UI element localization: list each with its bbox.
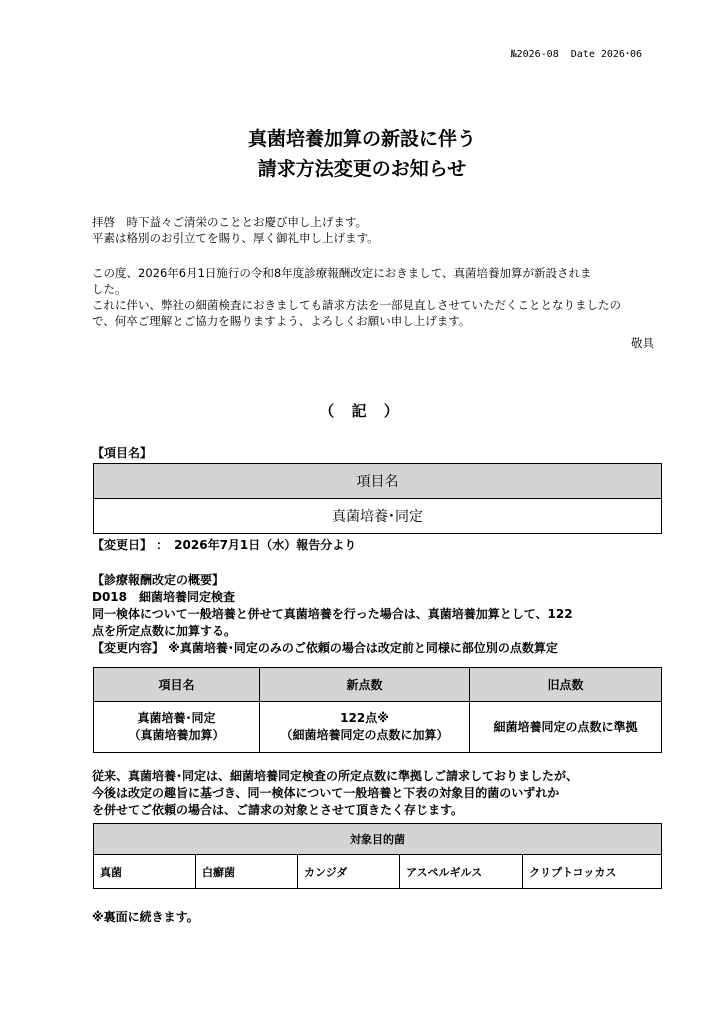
greeting-line-1: 拝啓 時下益々ご清栄のこととお慶び申し上げます。	[92, 215, 368, 229]
explanation-paragraph	[92, 768, 672, 819]
target-organism-cell: アスペルギルス	[400, 855, 523, 889]
explanation-line-1: 従来、真菌培養･同定は、細菌培養同定検査の所定点数に準拠しご請求しておりましたが、	[92, 769, 579, 783]
points-item-line-1: 真菌培養･同定	[137, 711, 216, 725]
body-line-2: した。	[92, 282, 127, 296]
target-organism-table	[93, 823, 662, 889]
revision-summary	[92, 572, 672, 657]
title-line-1: 真菌培養加算の新設に伴う	[247, 128, 476, 150]
points-new-line-2: （細菌培養同定の点数に加算）	[280, 728, 449, 742]
points-new-cell	[260, 702, 470, 753]
points-old-cell: 細菌培養同定の点数に準拠	[470, 702, 662, 753]
greeting-line-2: 平素は格別のお引立てを賜り、厚く御礼申し上げます。	[92, 231, 379, 245]
table-row	[94, 702, 662, 753]
points-header-item: 項目名	[94, 668, 260, 702]
title-line-2: 請求方法変更のお知らせ	[257, 158, 467, 180]
revision-desc-2: 点を所定点数に加算する。	[92, 624, 237, 638]
target-organism-cell: クリプトコッカス	[523, 855, 662, 889]
revision-code: D018 細菌培養同定検査	[92, 590, 236, 604]
greeting-paragraph	[92, 214, 652, 246]
target-organism-cell: 白癬菌	[196, 855, 298, 889]
points-item-line-2: （真菌培養加算）	[128, 728, 225, 742]
item-name-value: 真菌培養･同定	[94, 499, 662, 534]
explanation-line-3: を併せてご依頼の場合は、ご請求の対象とさせて頂きたく存じます。	[92, 803, 464, 817]
points-item-cell	[94, 702, 260, 753]
document-title	[0, 124, 724, 184]
target-organism-cell: 真菌	[94, 855, 196, 889]
item-name-header: 項目名	[94, 464, 662, 499]
body-line-4: で、何卒ご理解とご協力を賜りますよう、よろしくお願い申し上げます。	[92, 314, 471, 328]
continued-note: ※裏面に続きます。	[92, 910, 199, 924]
change-date: 【変更日】 ： 2026年7月1日（水）報告分より	[92, 538, 357, 552]
points-header-new: 新点数	[260, 668, 470, 702]
points-header-old: 旧点数	[470, 668, 662, 702]
ki-heading: （ 記 ）	[319, 402, 405, 420]
body-paragraph	[92, 265, 652, 329]
body-line-1: この度、2026年6月1日施行の令和8年度診療報酬改定におきまして、真菌培養加算が新設されま	[92, 266, 592, 280]
target-organism-cell: カンジダ	[298, 855, 400, 889]
closing-keigu: 敬具	[631, 336, 654, 350]
target-organism-header: 対象目的菌	[94, 824, 662, 855]
body-line-3: これに伴い、弊社の細菌検査におきましても請求方法を一部見直しさせていただくこととなりましたの	[92, 298, 621, 312]
table-row	[94, 855, 662, 889]
document-reference: №2026-08 Date 2026･06	[510, 49, 642, 60]
change-content-label: 【変更内容】 ※真菌培養･同定のみのご依頼の場合は改定前と同様に部位別の点数算定	[92, 641, 558, 655]
item-section-label: 【項目名】	[92, 446, 153, 460]
explanation-line-2: 今後は改定の趣旨に基づき、同一検体について一般培養と下表の対象目的菌のいずれか	[92, 786, 560, 800]
points-table	[93, 667, 662, 753]
revision-desc-1: 同一検体について一般培養と併せて真菌培養を行った場合は、真菌培養加算として、122	[92, 607, 573, 621]
revision-label: 【診療報酬改定の概要】	[92, 573, 225, 587]
points-new-line-1: 122点※	[340, 711, 389, 725]
item-name-table	[93, 463, 662, 534]
